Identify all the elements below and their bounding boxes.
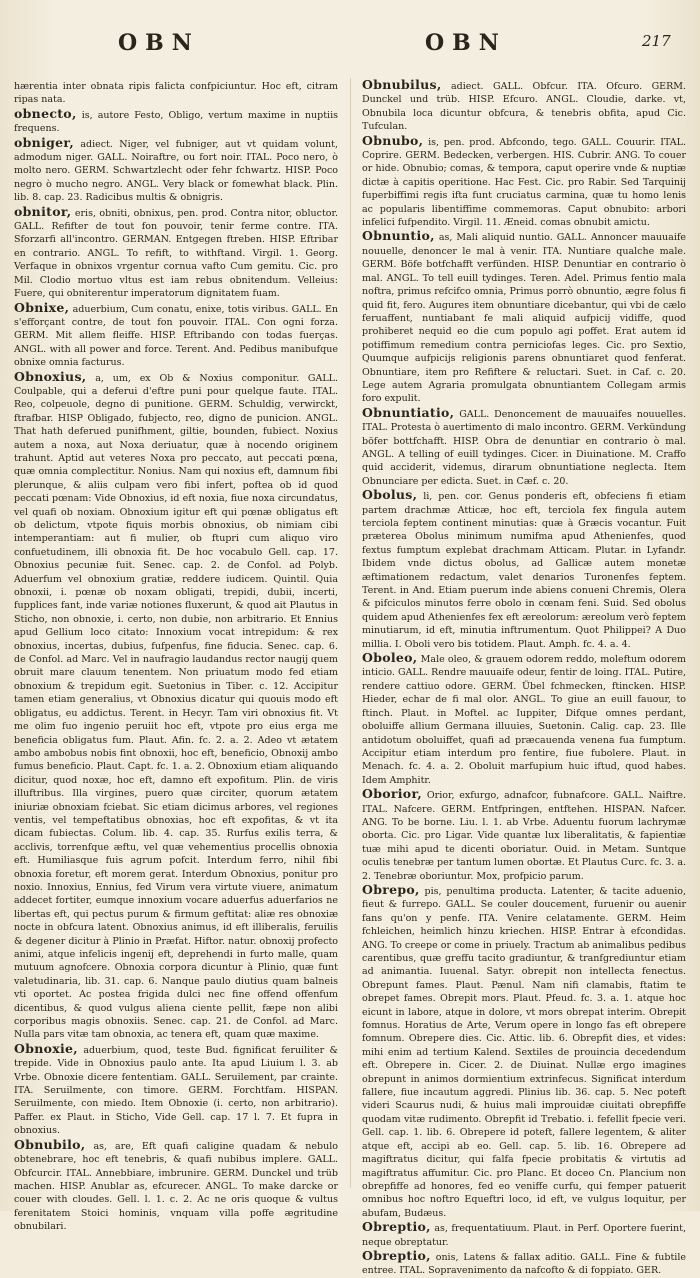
dictionary-entry: [362, 406, 686, 488]
entry-headword: Obnuntio,: [362, 228, 435, 244]
dictionary-entry: [14, 78, 338, 107]
entry-headword: obniger,: [14, 134, 75, 150]
entry-text: li, pen. cor. Genus ponderis eft, obfeciens fi etiam partem drachmæ Atticæ, hoc eft, terciola fex fingula autem terciola feptem continent minutias: quæ à Græcis vocantur. Fuit præterea Obolus minimum numifma apud Athenienfes, quod fextus fumptum explebat drachmam Atticam. Plutar. in Lyfandr. Ibidem vnde dictus obolus, ad Gallicæ autem monetæ æftimationem redactum, valet denarios Turonenfes feptem. Terent. in And. Etiam puerum inde abiens conueni Chremis, Olera & pifciculos minutos ferre obolo in cœnam feni. Suid. Sed obolus quidem apud Athenienfes fex eft æreolorum: æreolum verò feptem minutiarum, id eft, minutia inftrumentum. Quot Philippei? A Duo millia. I. Oboli vero bis totidem. Plaut. Amph. fc. 4. a. 4.: [362, 491, 686, 650]
entry-headword: Obreptio,: [362, 1247, 431, 1263]
entry-headword: Oborior,: [362, 786, 423, 802]
entry-text: Orior, exfurgo, adnafcor, fubnafcore. GALL. Naiftre. ITAL. Nafcere. GERM. Entfpringen, entftehen. HISPAN. Nafcer. ANG. To be borne. Liu. l. 1. ab Vrbe. Aduentu fuorum lachrymæ oborta. Cic. pro Ligar. Vide quantæ lux liberalitatis, & fapientiæ tuæ mihi apud te dicenti oboriatur. Ouid. in Metam. Suntque oculis tenebræ per tantum lumen obortæ. Et Plautus Curc. fc. 3. a. 2. Tenebræ oboriuntur. Mox, profpicio parum.: [362, 790, 686, 882]
dictionary-entry: [362, 78, 686, 134]
dictionary-entry: [362, 1220, 686, 1249]
dictionary-entry: [362, 134, 686, 230]
right-column: [362, 77, 686, 1277]
entry-text: as, Mali aliquid nuntio. GALL. Annoncer mauuaife nouuelle, denoncer le mal à venir. ITA. Nuntiare qualche male. GERM. Böfe botfchafft verfünden. HISP. Denuntiar en contrario ò mal. ANGL. To tell euill tydinges. Teren. Adel. Primus fentio mala noftra, primus refcifco omnia, Primus porrò obnuntio, ægre folus fi quid fit, fero. Augures item obnuntiare dicebantur, qui vbi de cælo feruaffent, nuntiabant fe mali aliquid aufpicij vidiffe, quod prohiberet nequid eo die cum populo agi poffet. Erat autem id potiffimum remedium contra perniciofas leges. Cic. pro Sextio, Quumque aufpicijs religionis parens obnuntiaret quod fenferat. Obnuntiare, item pro Refiftere & reluctari. Suet. in Caf. c. 20. Lege autem Agraria promulgata obnuntiantem Collegam armis foro expulit.: [362, 232, 686, 405]
entry-headword: Obnubilo,: [14, 1136, 86, 1152]
entry-headword: Obreptio,: [362, 1219, 431, 1235]
page-header: [0, 30, 700, 70]
dictionary-entry: [362, 883, 686, 1220]
entry-text: as, frequentatiuum. Plaut. in Perf. Oportere fuerint, neque obreptatur.: [362, 1223, 686, 1248]
left-column: [14, 78, 338, 1233]
entry-headword: Obnixe,: [14, 299, 70, 315]
entry-headword: Obolus,: [362, 487, 418, 503]
entry-headword: Obnoxie,: [14, 1040, 78, 1056]
column-divider: [350, 78, 351, 1188]
entry-headword: obnecto,: [14, 105, 77, 121]
entry-headword: Oboleo,: [362, 650, 418, 666]
entry-text: is, pen. prod. Abfcondo, tego. GALL. Couurir. ITAL. Coprire. GERM. Bedecken, verbergen. HIS. Cubrir. ANG. To couer or hide. Obnubio; comas, & tempora, caput operire vnde & nuptiæ dictæ à capitis operitione. Hac Fest. Cic. pro Rabir. Sed Tarquinij fuperbiffimi regis ifta funt cruciatus carmina, quæ tu homo lenis ac popularis libentiffime commemoras. Caput obnubito: arbori infelici fufpendito. Virgil. 11. Æneid. comas obnubit amictu.: [362, 136, 686, 229]
dictionary-entry: [362, 488, 686, 651]
entry-headword: Obnubo,: [362, 132, 424, 148]
entry-text: hærentia inter obnata ripis falicta confpiciuntur. Hoc eft, citram ripas nata.: [14, 81, 338, 106]
entry-headword: Obnuntiatio,: [362, 404, 455, 420]
dictionary-entry: [14, 370, 338, 1042]
entry-text: is, autore Festo, Obligo, vertum maxime in nuptiis frequens.: [14, 109, 338, 135]
entry-text: a, um, ex Ob & Noxius componitur. GALL. Coulpable, qui a deferui d'eftre puni pour quelque faute. ITAL. Reo, colpeuole, degno di punitione. GERM. Schuldig, verwirckt, ftrafbar. HISP Obligado, fubjecto, reo, digno de punicion. ANGL. That hath deferued punifhment, giltie, bounden, fubiect. Noxius autem a noxa, aut Noxa deriuatur, quæ à nocendo originem trahunt. Aptid aut veteres Noxa pro peccato, aut peccati pœna, quæ omnia complectitur. Nonius. Nam qui noxius eft, damnum fibi plerunque, & aliis culpam vero fibi infert, poftea ob id quod peccati pœnam: Vide Obnoxius, id eft noxia, fiue noxa circundatus, vel quafi ob noxiam. Obnoxium igitur eft qui pœnæ obligatus eft ob delictum, vtpote fiquis morbis obnoxius, ob nimiam cibi intemperantiam: aut fi mulier, ob ftupri cum aliquo viro confuetudinem, illi obnoxia fit. De hoc vocabulo Gell. cap. 17. Obnoxius pecuniæ fuit. Senec. cap. 2. de Confol. ad Polyb. Aduerfum vel obnoxium gratiæ, reddere iudicem. Quintil. Quia obnoxii, i. pœnæ ob noxam obligati, trepidi, dubii, incerti, fupplices fant, inde variæ notiones fluxerunt, & quod ait Plautus in Sticho, non obnoxie, i. certo, non dubie, non arbitrario. Et Ennius apud Gellium loco citato: Innoxium vocat intrepidum: & rex obnoxius, incertas, dubius, fufpenfus, fine fiducia. Senec. cap. 6. de Confol. ad Marc. Vel in naufragio laudandus rector naugij quem obruit mare clauum tenentem. Non priuatum modo fed etiam obnoxium & trepidum egit. Suetonius in Tiber. c. 12. Accipitur tamen etiam generalius, vt Obnoxius dicatur qui quouis modo eft obligatus, eu addictus. Terent. in Hecyr. Tam viri obnoxius fit. Vt me olim fuo ingenio peruiit hoc eft, vtpote pro eius erga me beneficia obligatus fum. Plaut. Afin. fc. 2. a. 2. Adeo vt ætatem ambo ambobus nobis fint obnoxii, hoc eft, beneficio, Obnoxij ambo fumus beneficio. Plaut. Capt. fc. 1. a. 2. Obnoxium etiam aliquando dicitur, quod noxæ, hoc eft, damno eft expofitum. Plin. de viris illuftribus. Illa virgines, puero quæ circiter, quorum ætatem iniuriæ obnoxiam fciebat. Sic etiam dicimus arbores, vel regiones ventis, vel tempeftatibus obnoxias, hoc eft expofitas, & vt ita dicam fubiectas. Colum. lib. 4. cap. 35. Rurfus exilis terra, & acclivis, torrenfque æftu, vel quæ vehementius procellis obnoxia eft. Humiliasque fuis agrum pofcit. Interdum ferro, nihil fibi obnoxia foretur, eft morem gerat. Interdum Obnoxius, ponitur pro noxio. Innoxius, Ennius, fed Virum vera virtute viuere, animatum addecet fortiter, eumque innoxium vocare aduerfus aduerfarios ne libertas eft, qui pectus purum & firmum geftitat: aliæ res obnoxiæ nocte in obfcura latent. Obnoxius animus, id eft illiberalis, feruilis & degener dicitur à Plinio in Præfat. Hiftor. natur. obnoxij profecto animi, atque infelicis ingenij eft, deprehendi in furto malle, quam mutuum agnofcere. Obnoxia corpora dicuntur à Plinio, quæ funt valetudinaria, lib. 31. cap. 6. Nanque paulo diutius quam balneis vti oportet. Ac postea frigida dulci nec fine offend offenfum dicentibus, & quod vulgus aliena ciente pellit, fæpe non alibi corporibus magis obnoxiis. Senec. cap. 21. de Confol. ad Marc. Nulla pars vitæ tam obnoxia, ac tenera eft, quam quæ maxime.: [14, 372, 338, 1041]
dictionary-entry: [14, 1042, 338, 1138]
entry-text: adiect. Niger, vel fubniger, aut vt quidam volunt, admodum niger. GALL. Noiraftre, ou fort noir. ITAL. Poco nero, ò molto nero. GERM. Schwartzlecht oder fehr fchwartz. HISP. Poco negro ò mucho negro. ANGL. Very black or fomewhat black. Plin. lib. 8. cap. 23. Radicibus multis & obnigris.: [14, 138, 338, 204]
entry-headword: obnitor,: [14, 203, 72, 219]
entry-text: GALL. Denoncement de mauuaifes nouuelles. ITAL. Protesta ò auertimento di malo incontro. GERM. Verkündung böfer bottfchafft. HISP. Obra de denuntiar en contrario ò mal. ANGL. A telling of euill tydinges. Cicer. in Diuinatione. M. Craffo quid acciderit, videmus, dirarum obnuntiatione neglecta. Item Obnunciare per edicta. Suet. in Cæf. c. 20.: [362, 408, 686, 487]
entry-text: pis, penultima producta. Latenter, & tacite aduenio, fieut & furrepo. GALL. Se couler doucement, furuenir ou auenir fans qu'on y penfe. ITA. Venire celatamente. GERM. Heim fchleichen, heimlich hinzu kriechen. HISP. Entrar à efcondidas. ANG. To creepe or come in priuely. Tractum ab animalibus pedibus carentibus, quæ greffu tacito gradiuntur, & tranfgrediuntur etiam ad animantia. Iuuenal. Satyr. obrepit non intellecta fenectus. Obrepunt fames. Plaut. Pænul. Nam nifi clamabis, ftatim te obrepet fames. Obrepit mors. Plaut. Pfeud. fc. 3. a. 1. atque hoc eicunt in labore, atque in dolore, vt mors obrepat interim. Obrepit fomnus. Horatius de Arte, Verum opere in longo fas eft obrepere fomnum. Obrepere dies. Cic. Attic. lib. 6. Obrepfit dies, et vides: mihi enim ad tertium Kalend. Sextiles de prouincia decedendum eft. Obrepere in. Cicer. 2. de Diuinat. Nullæ ergo imagines obrepunt in animos dormientium extrinfecus. Significat interdum fallere, fiue incautum aggredi. Plinius lib. 36. cap. 5. Nec poteft videri Scaurus nudi, & huius mali improuidæ ciuitati obrepfiffe quodam vitæ rudimento. Obrepfit id Trebatio. i. fefellit fpecie veri. Gell. cap. 1. lib. 6. Obrepere id poteft, fallere legentem, & aliter atque eft, accipi ab eo. Gell. cap. 5. lib. 16. Obrepere ad magiftratus dicitur, qui falfa fpecie probitatis & virtutis ad magiftratus affumitur. Cic. pro Planc. Et doceo Cn. Plancium non obrepfiffe ad honores, fed eo veniffe curfu, qui femper patuerit omnibus hoc noftro Equeftri loco, id eft, ve vulgus loquitur, per abufam, Budæus.: [362, 885, 686, 1219]
entry-text: eris, obniti, obnixus, pen. prod. Contra nitor, obluctor. GALL. Refifter de tout fon pouvoir, tenir ferme contre. ITA. Sforzarfi all'incontro. GERMAN. Entgegen ftreben. HISP. Eftribar en contrario. ANGL. To refift, to withftand. Virgil. 1. Georg. Verfaque in obnixos vrgentur cornua vafto Cum gemitu. Cic. pro Mil. Clodio mortuo vltus est iam rebus obnitendum. Velleius: Fuere, qui obniterentur imperatorum dignitatem fuam.: [14, 207, 338, 300]
entry-headword: Obrepo,: [362, 881, 420, 897]
running-head-right: OBN: [425, 30, 507, 56]
dictionary-entry: [362, 651, 686, 787]
page-number: 217: [642, 32, 671, 50]
entry-text: aduerbium, quod, teste Bud. fignificat feruiliter & trepide. Vide in Obnoxius paulo ante. Ita apud Liuium l. 3. ab Vrbe. Obnoxie dicere fententiam. GALL. Seruilement, par crainte. ITA. Seruilmente, con timore. GERM. Forchtfam. HISPAN. Seruilmente, con miedo. Item Obnoxie (i. certo, non arbitrario). Paffer. ex Plaut. in Sticho, Vide Gell. cap. 17 l. 7. Et fupra in obnoxius.: [14, 1044, 338, 1137]
dictionary-entry: [362, 1249, 686, 1278]
dictionary-entry: [14, 136, 338, 205]
entry-headword: Obnoxius,: [14, 368, 87, 384]
entry-text: adiect. GALL. Obfcur. ITA. Ofcuro. GERM. Dunckel und trüb. HISP. Efcuro. ANGL. Cloudie, darke. vt, Obnubila loca dicuntur obfcura, & tenebris obfita, apud Cic. Tufculan.: [362, 81, 686, 133]
running-head-left: OBN: [118, 30, 200, 56]
dictionary-entry: [14, 301, 338, 370]
dictionary-entry: [362, 229, 686, 405]
entry-text: onis, Latens & fallax aditio. GALL. Fine & fubtile entree. ITAL. Sopravenimento da nafcofto & di foppiato. GER.: [362, 1251, 686, 1277]
dictionary-entry: [14, 1138, 338, 1234]
entry-headword: Obnubilus,: [362, 77, 442, 92]
dictionary-entry: [14, 107, 338, 136]
dictionary-entry: [362, 787, 686, 883]
entry-text: as, are, Eft quafi caligine quadam & nebulo obtenebrare, hoc eft tenebris, & quafi nubibus implere. GALL. Obfcurcir. ITAL. Annebbiare, imbrunire. GERM. Dunckel und trüb machen. HISP. Anublar as, efcurecer. ANGL. To make darcke or couer with cloudes. Gell. l. 1. c. 2. Ac ne oris quoque & vultus ferenitatem Stoici hominis, vnquam villa poffe ægritudine obnubilari.: [14, 1140, 338, 1233]
dictionary-entry: [14, 205, 338, 301]
entry-text: Male oleo, & grauem odorem reddo, moleftum odorem inticio. GALL. Rendre mauuaife odeur, fentir de loing. ITAL. Putire, rendere cattiuo odore. GERM. Übel fchmecken, ftincken. HISP. Hieder, echar de fi mal olor. ANGL. To giue an euill fauour, to ftinch. Plaut. in Moftel. ac Iuppiter, Difque omnes perdant, oboluiffe allium Germana illuuies, Suetonin. Calig. cap. 23. Ille antidotum oboluiffet, quafi ad præcauenda venena fua fumptum. Accipitur etiam interdum pro fentire, fiue fubolere. Plaut. in Menach. fc. 4. a. 2. Oboluit marfupium huic iftud, quod habes. Idem Amphitr.: [362, 654, 686, 786]
entry-text: aduerbium, Cum conatu, enixe, totis viribus. GALL. En s'efforçant contre, de tout fon pouvoir. ITAL. Con ogni forza. GERM. Mit allem fleiffe. HISP. Eftribando con todas fuerças. ANGL. with all power and force. Terent. And. Pedibus manibufque obnixe omnia facturus.: [14, 303, 338, 369]
